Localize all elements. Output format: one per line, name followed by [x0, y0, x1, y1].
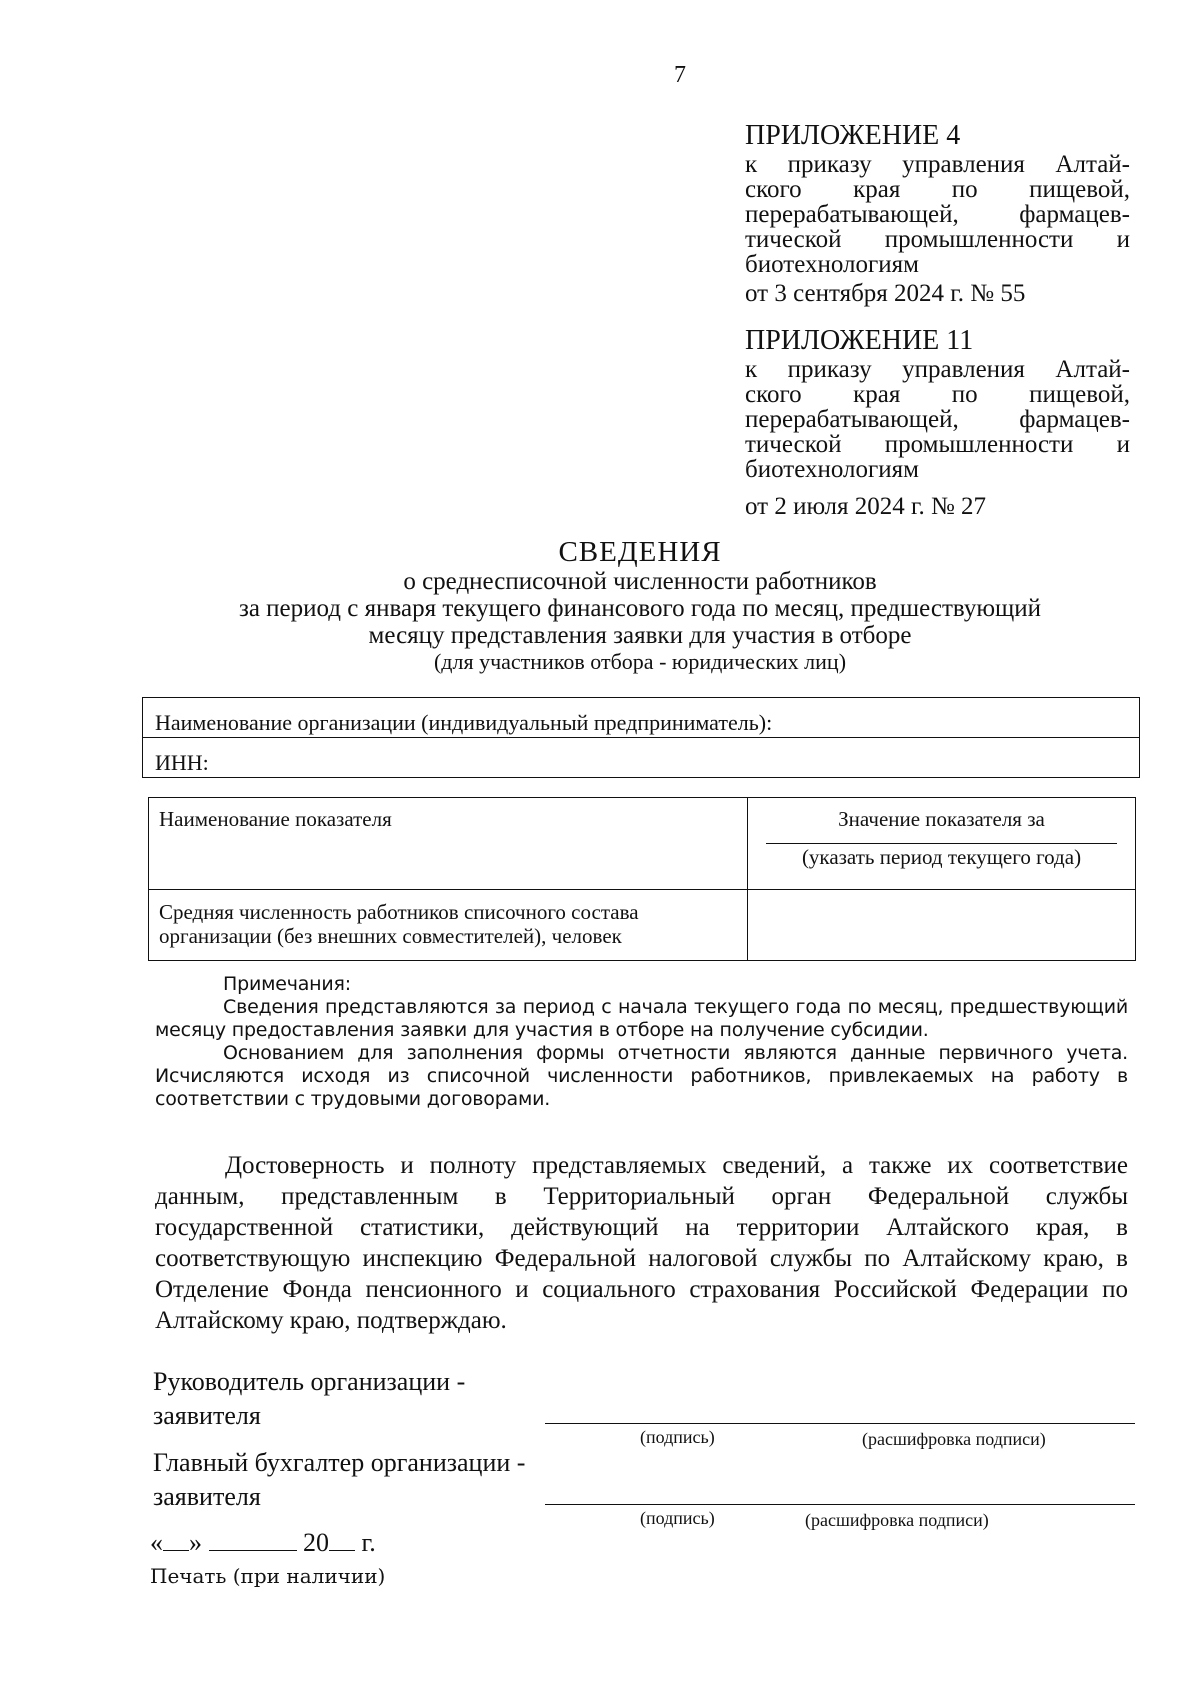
head-signature-label [153, 1365, 573, 1433]
head-label-line: Руководитель организации - [153, 1367, 466, 1396]
period-fill-line [766, 843, 1117, 844]
confirmation-block [155, 1150, 1128, 1336]
appendix-11-line: биотехнологиям [745, 456, 919, 483]
date-open-quote: « [150, 1528, 163, 1557]
organization-table [142, 697, 1140, 778]
year-blank[interactable] [329, 1530, 355, 1551]
appendix-4-heading: ПРИЛОЖЕНИЕ 4 [745, 120, 961, 151]
accountant-signature-line[interactable] [545, 1504, 1135, 1505]
appendix-4-block [745, 120, 1130, 306]
appendix-11-line: ского края по пищевой, [745, 381, 1130, 408]
appendix-4-line: ского края по пищевой, [745, 176, 1130, 203]
average-headcount-label: Средняя численность работников списочного состава организации (без внешних совместителей), человек [149, 890, 748, 961]
appendix-11-block [745, 325, 1130, 519]
notes-paragraph: Сведения представляются за период с начала текущего года по месяц, предшествующий месяцу предоставления заявки для участия в отборе на получение субсидии. [155, 996, 1128, 1041]
appendix-11-line: перерабатывающей, фармацев- [745, 406, 1130, 433]
indicator-table [148, 797, 1136, 961]
accountant-decoding-caption: (расшифровка подписи) [805, 1510, 989, 1530]
head-label-line: заявителя [153, 1401, 261, 1430]
notes-paragraph: Основанием для заполнения формы отчетности являются данные первичного учета. Исчисляются исходя из списочной численности работников, привлекаемых на работу в соответствии с трудовыми договорами. [155, 1042, 1128, 1110]
head-decoding-caption: (расшифровка подписи) [862, 1429, 1046, 1449]
accountant-signature-caption: (подпись) [640, 1508, 715, 1528]
confirmation-text: Достоверность и полноту представляемых сведений, а также их соответствие данным, представленным в Территориальный орган Федеральной службы государственной статистики, действующий на территории Алтайского края, в соответствующую инспекцию Федеральной налоговой службы по Алтайскому краю, в Отделение Фонда пенсионного и социального страхования Российской Федерации по Алтайскому краю, подтверждаю. [155, 1152, 1128, 1334]
appendix-11-heading: ПРИЛОЖЕНИЕ 11 [745, 325, 974, 356]
table-row [149, 890, 1136, 961]
average-headcount-value[interactable] [748, 890, 1136, 961]
appendix-4-line: перерабатывающей, фармацев- [745, 201, 1130, 228]
period-caption: (указать период текущего года) [801, 845, 1082, 869]
notes-title: Примечания: [223, 973, 351, 995]
document-subtitle-note: (для участников отбора - юридических лиц) [433, 649, 847, 674]
table-row [143, 698, 1140, 738]
inn-field[interactable]: ИНН: [143, 738, 1140, 778]
document-subtitle: месяцу представления заявки для участия в отборе [368, 622, 912, 649]
day-blank[interactable] [163, 1530, 189, 1551]
document-subtitle: за период с января текущего финансового года по месяц, предшествующий [238, 595, 1042, 622]
appendix-11-date: от 2 июля 2024 г. № 27 [745, 493, 987, 520]
appendix-4-date: от 3 сентября 2024 г. № 55 [745, 280, 1026, 307]
year-prefix: 20 [303, 1528, 329, 1557]
head-signature-line[interactable] [545, 1423, 1135, 1424]
indicator-name-header: Наименование показателя [149, 798, 748, 890]
appendix-11-line: тической промышленности и [745, 431, 1130, 458]
appendix-11-line: к приказу управления Алтай- [745, 356, 1130, 383]
appendix-4-line: к приказу управления Алтай- [745, 151, 1130, 178]
notes-block [155, 973, 1128, 1111]
accountant-label-line: Главный бухгалтер организации - [153, 1448, 526, 1477]
month-blank[interactable] [209, 1530, 297, 1551]
appendix-4-line: тической промышленности и [745, 226, 1130, 253]
document-title: СВЕДЕНИЯ [558, 536, 722, 568]
document-title-block [140, 536, 1140, 675]
indicator-value-header [748, 798, 1136, 890]
stamp-note: Печать (при наличии) [150, 1564, 386, 1588]
appendix-4-line: биотехнологиям [745, 251, 919, 278]
page-number: 7 [674, 62, 686, 88]
table-row [149, 798, 1136, 890]
indicator-value-header-label: Значение показателя за [838, 807, 1045, 831]
head-signature-caption: (подпись) [640, 1427, 715, 1447]
date-close-quote: » [189, 1528, 202, 1557]
year-suffix: г. [361, 1528, 376, 1557]
document-subtitle: о среднесписочной численности работников [403, 568, 877, 595]
accountant-signature-label [153, 1446, 613, 1514]
date-field [150, 1528, 376, 1558]
organization-name-field[interactable]: Наименование организации (индивидуальный предприниматель): [143, 698, 1140, 738]
table-row [143, 738, 1140, 778]
accountant-label-line: заявителя [153, 1482, 261, 1511]
